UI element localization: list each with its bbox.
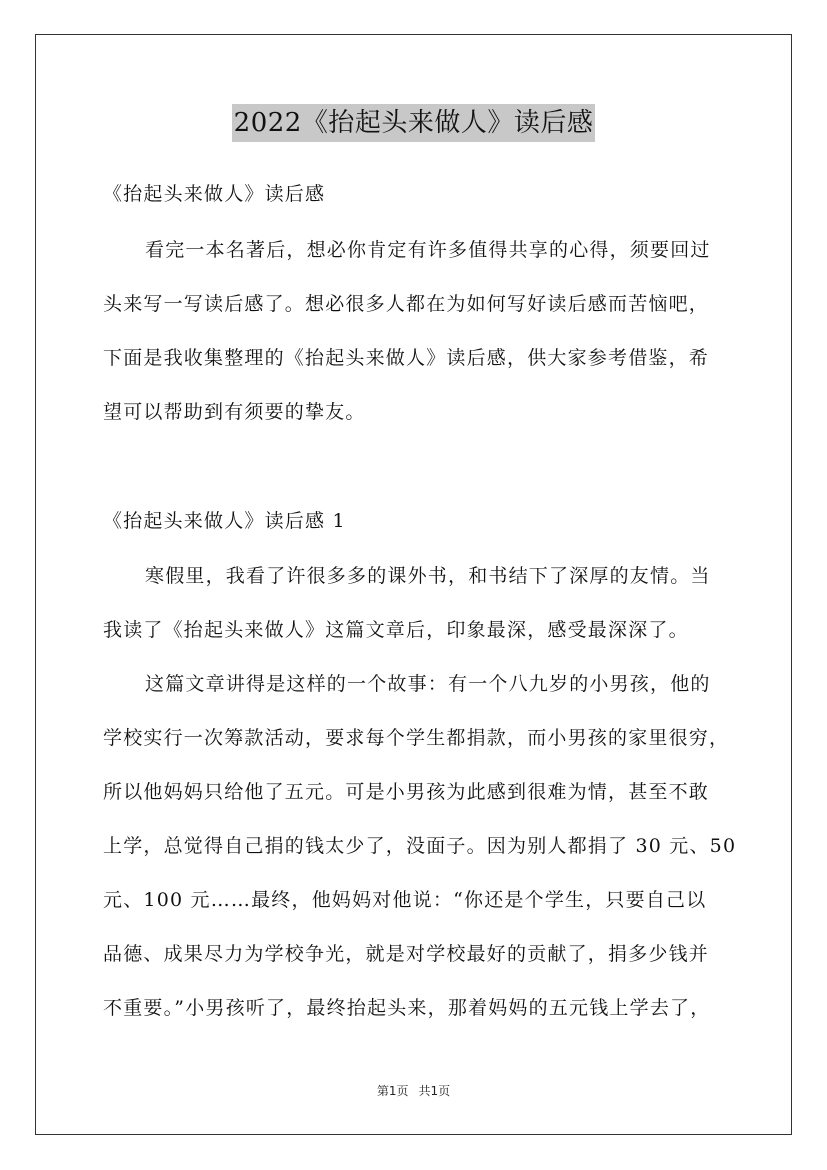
paragraph-line: 寒假里，我看了许很多多的课外书，和书结下了深厚的友情。当	[145, 565, 711, 587]
section-heading: 《抬起头来做人》读后感 1	[103, 510, 346, 532]
document-subtitle: 《抬起头来做人》读后感	[103, 183, 326, 205]
title-container	[0, 104, 827, 142]
intro-line: 下面是我收集整理的《抬起头来做人》读后感，供大家参考借鉴，希	[103, 347, 710, 369]
paragraph-line: 品德、成果尽力为学校争光，就是对学校最好的贡献了，捐多少钱并	[103, 943, 710, 965]
document-title: 2022《抬起头来做人》读后感	[232, 104, 596, 142]
paragraph-line: 上学，总觉得自己捐的钱太少了，没面子。因为别人都捐了 30 元、50	[103, 835, 737, 857]
paragraph-line: 学校实行一次筹款活动，要求每个学生都捐款，而小男孩的家里很穷，	[103, 727, 730, 749]
intro-line: 头来写一写读后感了。想必很多人都在为如何写好读后感而苦恼吧，	[103, 293, 710, 315]
paragraph-line: 我读了《抬起头来做人》这篇文章后，印象最深，感受最深深了。	[103, 619, 689, 641]
page-number-current: 第1页	[376, 1084, 409, 1098]
intro-line: 看完一本名著后，想必你肯定有许多值得共享的心得，须要回过	[145, 239, 711, 261]
paragraph-line: 所以他妈妈只给他了五元。可是小男孩为此感到很难为情，甚至不敢	[103, 781, 710, 803]
paragraph-line: 不重要。”小男孩听了，最终抬起头来，那着妈妈的五元钱上学去了，	[103, 997, 711, 1019]
paragraph-line: 元、100 元……最终，他妈妈对他说：“你还是个学生，只要自己以	[103, 889, 707, 911]
paragraph-line: 这篇文章讲得是这样的一个故事：有一个八九岁的小男孩，他的	[145, 673, 711, 695]
intro-line: 望可以帮助到有须要的挚友。	[103, 401, 366, 423]
page-number-total: 共1页	[418, 1084, 451, 1098]
page-footer	[0, 1083, 827, 1099]
